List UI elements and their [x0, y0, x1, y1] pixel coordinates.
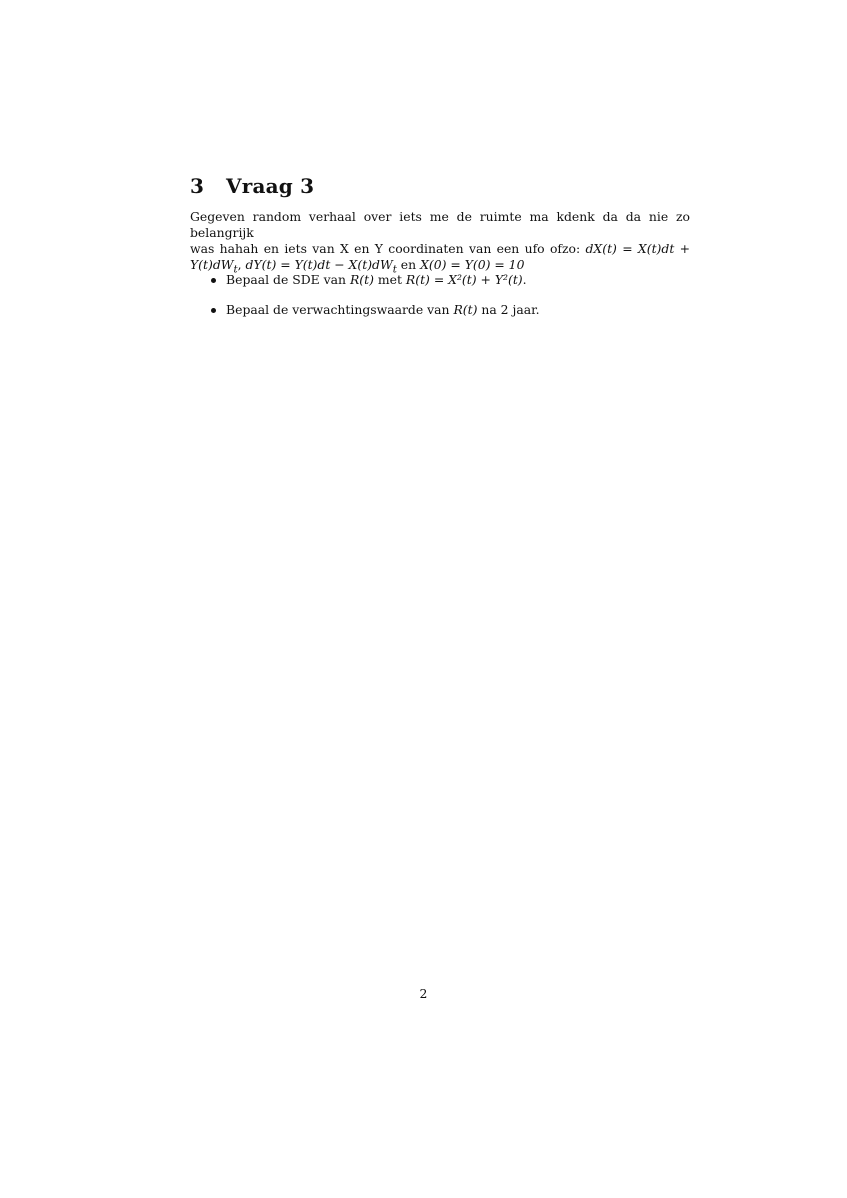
- bullet-icon: [211, 308, 216, 313]
- equation-dx: dX(t) = X(t)dt +: [585, 241, 690, 256]
- bullet-2-text-after: na 2 jaar.: [477, 302, 540, 317]
- section-title: Vraag 3: [226, 174, 315, 198]
- paragraph-line-2: [190, 241, 690, 257]
- subscript-t-1: t: [233, 263, 238, 276]
- connector-en: en: [396, 257, 421, 272]
- question-list: [208, 272, 540, 332]
- bullet-2-math-r: R(t): [453, 302, 478, 317]
- bullet-1-text-mid: met: [373, 272, 406, 287]
- bullet-1-math-r: R(t): [349, 272, 374, 287]
- bullet-1-text-after: .: [522, 272, 527, 287]
- section-heading: [190, 172, 314, 200]
- question-paragraph: [190, 209, 690, 277]
- paragraph-line-1: Gegeven random verhaal over iets me de ruimte ma kdenk da da nie zo belangrijk: [190, 209, 690, 240]
- bullet-1-math-definition: R(t) = X²(t) + Y²(t): [405, 272, 523, 287]
- paragraph-line-2-text: was hahah en iets van X en Y coordinaten van een ufo ofzo:: [190, 241, 586, 256]
- bullet-1-text-before: Bepaal de SDE van: [226, 272, 350, 287]
- equation-dx-continued: Y(t)dW: [190, 257, 234, 272]
- separator: ,: [237, 257, 246, 272]
- subscript-t-2: t: [392, 263, 397, 276]
- list-item: [208, 302, 540, 318]
- bullet-icon: [211, 278, 216, 283]
- equation-initial-condition: X(0) = Y(0) = 10: [420, 257, 525, 272]
- bullet-2-text-before: Bepaal de verwachtingswaarde van: [226, 302, 454, 317]
- page-number: 2: [419, 986, 428, 1001]
- section-number: 3: [190, 174, 205, 198]
- list-item: [208, 272, 540, 288]
- equation-dy: dY(t) = Y(t)dt − X(t)dW: [245, 257, 393, 272]
